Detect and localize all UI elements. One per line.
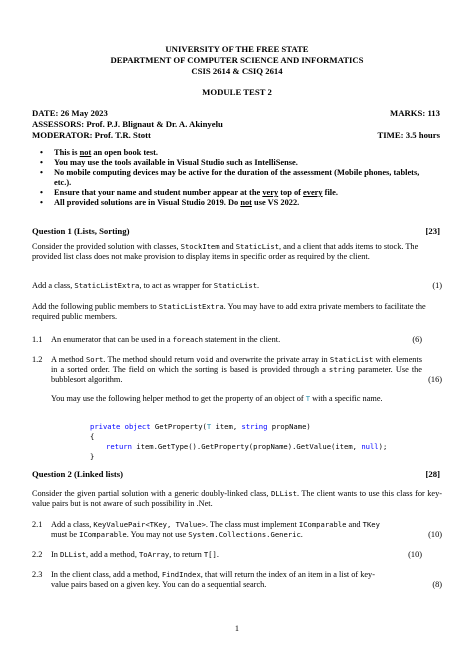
rules-list [32, 148, 437, 208]
code-line: } [90, 452, 95, 461]
page-number: 1 [234, 624, 240, 633]
question-2-1: Add a class, KeyValuePair<TKey, TValue>. The class must implement IComparable and TKey must be IComparable. You may not use System.Collections.Generic. [51, 520, 380, 539]
rule-item: • You may use the tools available in Visual Studio such as IntelliSense. [32, 158, 437, 168]
marks-label: MARKS: 113 [390, 108, 440, 118]
rule-item: • This is not an open book test. [32, 148, 437, 158]
question-2-2: In DLList, add a method, ToArray, to return T[]. (10) [51, 550, 422, 559]
question1-title: Question 1 (Lists, Sorting) [32, 226, 130, 236]
question1-intro: Consider the provided solution with classes, StockItem and StaticList, and a client that adds items to stock. The provided list class does not make provision to display items in specific order as required by the client. [32, 242, 419, 261]
item-number: 2.3 [32, 570, 43, 579]
item-number: 1.2 [32, 355, 43, 364]
question-1-1: An enumerator that can be used in a foreach statement in the client. (6) [51, 335, 422, 344]
department-heading: DEPARTMENT OF COMPUTER SCIENCE AND INFORMATICS [110, 55, 364, 65]
code-line: { [90, 432, 95, 441]
moderator-label: MODERATOR: Prof. T.R. Stott [32, 130, 151, 140]
rule-item: • Ensure that your name and student number appear at the very top of every file. [32, 188, 437, 198]
course-heading: CSIS 2614 & CSIQ 2614 [191, 66, 283, 76]
rule-item: • No mobile computing devices may be active for the duration of the assessment (Mobile phones, tablets, etc.). [32, 168, 437, 188]
time-label: TIME: 3.5 hours [377, 130, 440, 140]
question1-marks: [23] [425, 226, 440, 236]
question2-title: Question 2 (Linked lists) [32, 469, 123, 479]
question2-intro: Consider the given partial solution with a generic doubly-linked class, DLList. The client wants to use this class for key-value pairs but is not aware of such possibility in .Net. [32, 489, 443, 508]
helper-note: You may use the following helper method to get the property of an object of T with a specific name. [51, 394, 383, 403]
question-2-3: In the client class, add a method, FindIndex, that will return the index of an item in a list of key-value pairs based on a given key. You can do a sequential search. [51, 570, 375, 589]
assessors-label: ASSESSORS: Prof. P.J. Blignaut & Dr. A. Akinyelu [32, 119, 223, 129]
question1-add-class: Add a class, StaticListExtra, to act as wrapper for StaticList. (1) [32, 281, 442, 290]
university-heading: UNIVERSITY OF THE FREE STATE [165, 44, 309, 54]
test-heading: MODULE TEST 2 [202, 87, 272, 97]
question1-members: Add the following public members to StaticListExtra. You may have to add extra private members to facilitate the required public members. [32, 302, 426, 321]
code-line: private object GetProperty(T item, string propName) [90, 422, 311, 431]
date-label: DATE: 26 May 2023 [32, 108, 108, 118]
question-1-2-marks: (16) [428, 375, 442, 384]
question-2-1-marks: (10) [428, 530, 442, 539]
question-1-2: A method Sort. The method should return void and overwrite the private array in StaticList with elements in a sorted order. The field on which the sorting is based is provided through a string parameter. Use the bubblesort algorithm. [51, 355, 422, 384]
question2-marks: [28] [425, 469, 440, 479]
rule-item: • All provided solutions are in Visual Studio 2019. Do not use VS 2022. [32, 198, 437, 208]
item-number: 1.1 [32, 335, 43, 344]
question-2-3-marks: (8) [432, 580, 442, 589]
code-line: return item.GetType().GetProperty(propName).GetValue(item, null); [106, 442, 388, 451]
item-number: 2.2 [32, 550, 43, 559]
item-number: 2.1 [32, 520, 43, 529]
